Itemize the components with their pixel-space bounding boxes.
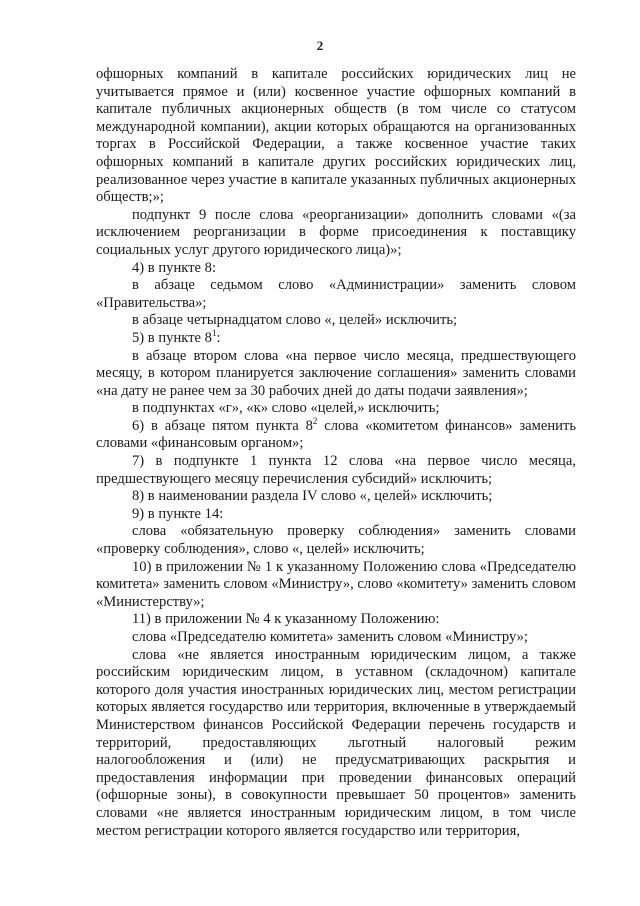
paragraph-foreign-entity: слова «не является иностранным юридическим лицом, а также российским юридическим лицом, в уставном (складочном) капитале которого доля участия иностранных юридических лиц, местом регистрации которых является государство или территория, включенные в утверждаемый Министерством финансов Российской Федерации перечень государств и территорий, предоставляющих льготный налоговый режим налогообложения и (или) не предусматривающих раскрытия и предоставления информации при проведении финансовых операций (офшорные зоны), в совокупности превышает 50 процентов» заменить словами «не является иностранным юридическим лицом, в том числе местом регистрации которого является государство или территория, (96, 646, 576, 839)
paragraph-item-9: 9) в пункте 14: (132, 505, 224, 522)
paragraph-abzac-14: в абзаце четырнадцатом слово «, целей» исключить; (132, 312, 458, 329)
paragraph-item-7: 7) в подпункте 1 пункта 12 слова «на первое число месяца, предшествующего месяцу перечисления субсидий» исключить; (96, 453, 576, 487)
paragraph-item-5-text: 5) в пункте 8 (132, 329, 212, 346)
paragraph-item-10: 10) в приложении № 1 к указанному Положению слова «Председателю комитета» заменить словом «Министру», слово «комитету» заменить словом «Министерству»; (96, 558, 576, 610)
paragraph-item-6-text: 6) в абзаце пятом пункта 8 (132, 417, 313, 434)
paragraph-item-5 (96, 327, 576, 348)
superscript: 2 (312, 415, 318, 426)
paragraph-item-5-tail: : (216, 329, 221, 346)
paragraph-words-verification: слова «обязательную проверку соблюдения» заменить словами «проверку соблюдения», слово «, целей» исключить; (96, 523, 576, 558)
paragraph-abzac-7: в абзаце седьмом слово «Администрации» заменить словом «Правительства»; (96, 277, 576, 311)
paragraph-offshore-continuation: офшорных компаний в капитале российских юридических лиц не учитывается прямое и (или) косвенное участие офшорных компаний в капитале публичных акционерных обществ (в том числе со статусом международной компании), акции которых обращаются на организованных торгах в Российской Федерации, а также косвенное участие таких офшорных компаний в капитале других российских юридических лиц, реализованное через участие в капитале указанных публичных акционерных обществ;»; (96, 66, 576, 206)
page-number: 2 (316, 38, 324, 53)
paragraph-item-6-tail: слова «комитетом финансов» заменить словами «финансовым органом»; (96, 417, 577, 452)
superscript: 1 (211, 327, 217, 338)
paragraph-item-4: 4) в пункте 8: (132, 259, 217, 276)
paragraph-subparagraph-9: подпункт 9 после слова «реорганизации» дополнить словами «(за исключением реорганизации в форме присоединения к поставщику социальных услуг другого юридического лица)»; (96, 206, 576, 258)
paragraph-item-6 (96, 415, 577, 453)
paragraph-item-8: 8) в наименовании раздела IV слово «, целей» исключить; (132, 488, 493, 505)
paragraph-abzac-2: в абзаце втором слова «на первое число месяца, предшествующего месяцу, в котором планируется заключение соглашения» заменить словами «на дату не ранее чем за 30 рабочих дней до даты подачи заявления»; (96, 347, 576, 399)
paragraph-subpoints-g-k: в подпунктах «г», «к» слово «целей,» исключить; (132, 400, 440, 417)
paragraph-item-11: 11) в приложении № 4 к указанному Положению: (132, 611, 440, 628)
paragraph-chairman-words: слова «Председателю комитета» заменить словом «Министру»; (132, 629, 528, 645)
document-body (96, 66, 576, 840)
